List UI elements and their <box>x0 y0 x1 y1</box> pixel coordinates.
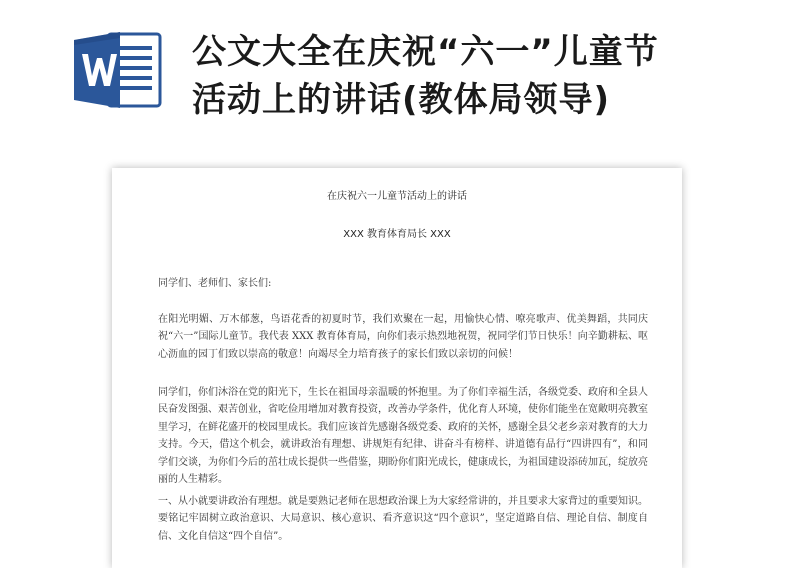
document-paragraph-2: 同学们，你们沐浴在党的阳光下，生长在祖国母亲温暖的怀抱里。为了你们幸福生活，各级党委、政府和全县人民奋发图强、艰苦创业，省吃俭用增加对教育投资，改善办学条件，优化育人环境，使你们能坐在宽敞明亮教室里学习，在鲜花盛开的校园里成长。我们应该首先感谢各级党委、政府的关怀，感谢全县父老乡亲对教育的大力支持。今天，借这个机会，就讲政治有理想、讲规矩有纪律、讲奋斗有榜样、讲道德有品行“四讲四有”，和同学们交谈，为你们今后的茁壮成长提供一些借鉴，期盼你们阳光成长，健康成长，为祖国建设添砖加瓦，绽放亮丽的人生精彩。 <box>158 387 648 486</box>
document-speaker: XXX 教育体育局长 XXX <box>343 229 451 240</box>
document-title: 在庆祝六一儿童节活动上的讲话 <box>327 191 467 202</box>
document-paragraph-3: 一、从小就要讲政治有理想。就是要熟记老师在思想政治课上为大家经常讲的，并且要求大家背过的重要知识。要铭记牢固树立政治意识、大局意识、核心意识、看齐意识这“四个意识”，坚定道路自信、理论自信、制度自信、文化自信这“四个自信”。 <box>158 496 648 542</box>
page-title <box>192 28 772 124</box>
document-paragraph-1: 在阳光明媚、万木郁葱，鸟语花香的初夏时节，我们欢聚在一起，用愉快心情、嘹亮歌声、优美舞蹈，共同庆祝“六一”国际儿童节。我代表 XXX 教育体育局，向你们表示热烈地祝贺，祝同学们节日快乐！向辛勤耕耘、呕心沥血的园丁们致以崇高的敬意！向竭尽全力培育孩子的家长们致以亲切的问候！ <box>158 314 648 360</box>
title-line-1: 公文大全在庆祝“六一”儿童节 <box>192 32 659 72</box>
document-greeting: 同学们、老师们、家长们: <box>158 278 272 289</box>
document-page <box>112 168 682 568</box>
title-line-2: 活动上的讲话(教体局领导) <box>192 80 611 120</box>
header-banner <box>0 0 800 160</box>
word-document-icon <box>74 30 166 110</box>
